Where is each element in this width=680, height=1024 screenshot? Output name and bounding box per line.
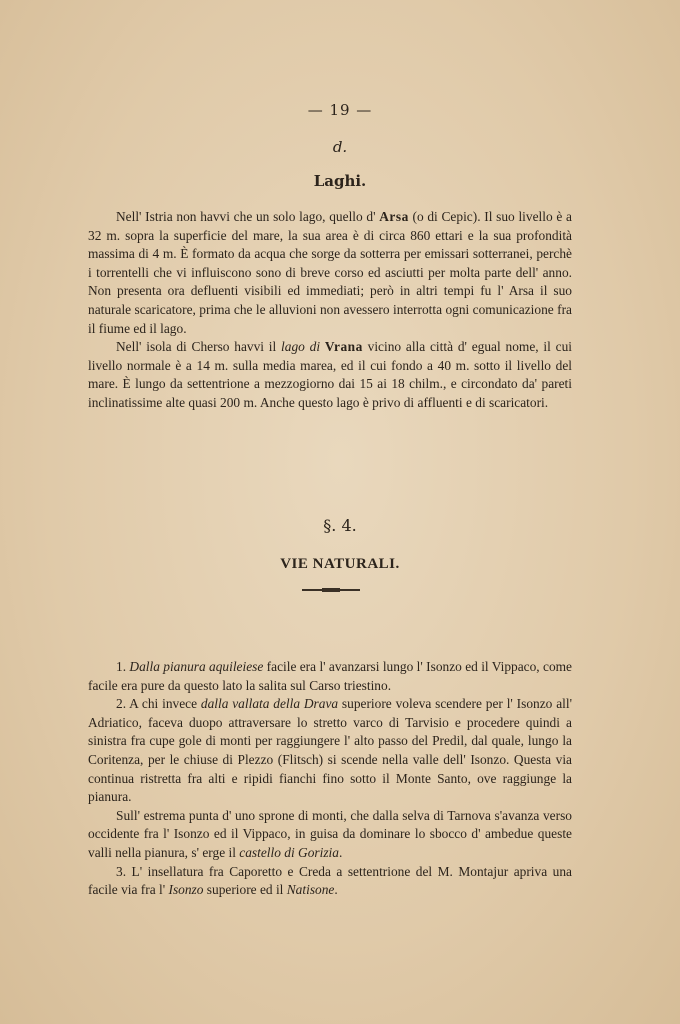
divider-ornament xyxy=(322,588,340,592)
page-number: — 19 — xyxy=(307,101,373,119)
paragraph-3: 3. L' insellatura fra Caporetto e Creda a settentrione del M. Montajur apriva una facile via fra l' Isonzo superiore ed il Natisone. xyxy=(88,863,572,898)
paragraph-2: 2. A chi invece dalla vallata della Drava superiore voleva scendere per l' Isonzo all' Adriatico, faceva duopo attraversare lo stretto varco di Tarvisio e procedere quindi a sinistra fra cupe gole di monti per raggiungere l' alto passo del Predil, dal quale, lungo la Coritenza, per le chiuse di Plezzo (Flitsch) si scende nella valle dell' Isonzo. Questa via continua ristretta fra alti e ripidi fianchi fino sotto il Monte Santo, ove raggiunge la pianura. xyxy=(88,696,572,805)
paragraph-1: 1. Dalla pianura aquileiese facile era l' avanzarsi lungo l' Isonzo ed il Vippaco, come facile era pure da questo lato la salita sul Carso triestino. xyxy=(88,659,573,693)
lake-name-vrana: Vrana xyxy=(324,339,363,355)
laghi-text xyxy=(88,208,572,413)
section-title: VIE NATURALI. xyxy=(280,556,400,572)
section-number: §. 4. xyxy=(323,516,357,535)
lake-name-arsa: Arsa xyxy=(379,209,409,224)
paragraph-arsa: Nell' Istria non havvi che un solo lago, quello d' Arsa (o di Cepic). Il suo livello è a 32 m. sopra la superficie del mare, la sua area è di circa 860 ettari e la sua profondità massima di 4 m. È formato da acqua che sorge da sotterra per emissari sotterranei, perchè i torrentelli che vi influiscono sono di breve corso ed asciutti per molta parte dell' anno. Non presenta ora defluenti visibili ed immediati; però in altri tempi fu l' Arsa il suo naturale scaricatore, prima che le alluvioni non avessero interrotta ogni comunicazione fra il fiume ed il lago. xyxy=(88,209,572,336)
subsection-title: Laghi. xyxy=(313,172,367,190)
subsection-letter: d. xyxy=(332,138,348,156)
vie-naturali-text xyxy=(88,658,572,900)
paragraph-gorizia: Sull' estrema punta d' uno sprone di monti, che dalla selva di Tarnova s'avanza verso occidente fra l' Isonzo ed il Vippaco, in guisa da dominare lo sbocco d' ambedue queste valli nella pianura, s' erge il castello di Gorizia. xyxy=(88,807,572,860)
paragraph-vrana: Nell' isola di Cherso havvi il lago di Vrana vicino alla città d' egual nome, il cui livello normale è a 14 m. sulla media marea, ed il cui fondo a 40 m. sotto il livello del mare. È lungo da settentrione a mezzogiorno dai 15 ai 18 chilm., e circondato da' pareti inclinatissime alte quasi 200 m. Anche questo lago è privo di affluenti e di scaricatori. xyxy=(88,339,572,410)
